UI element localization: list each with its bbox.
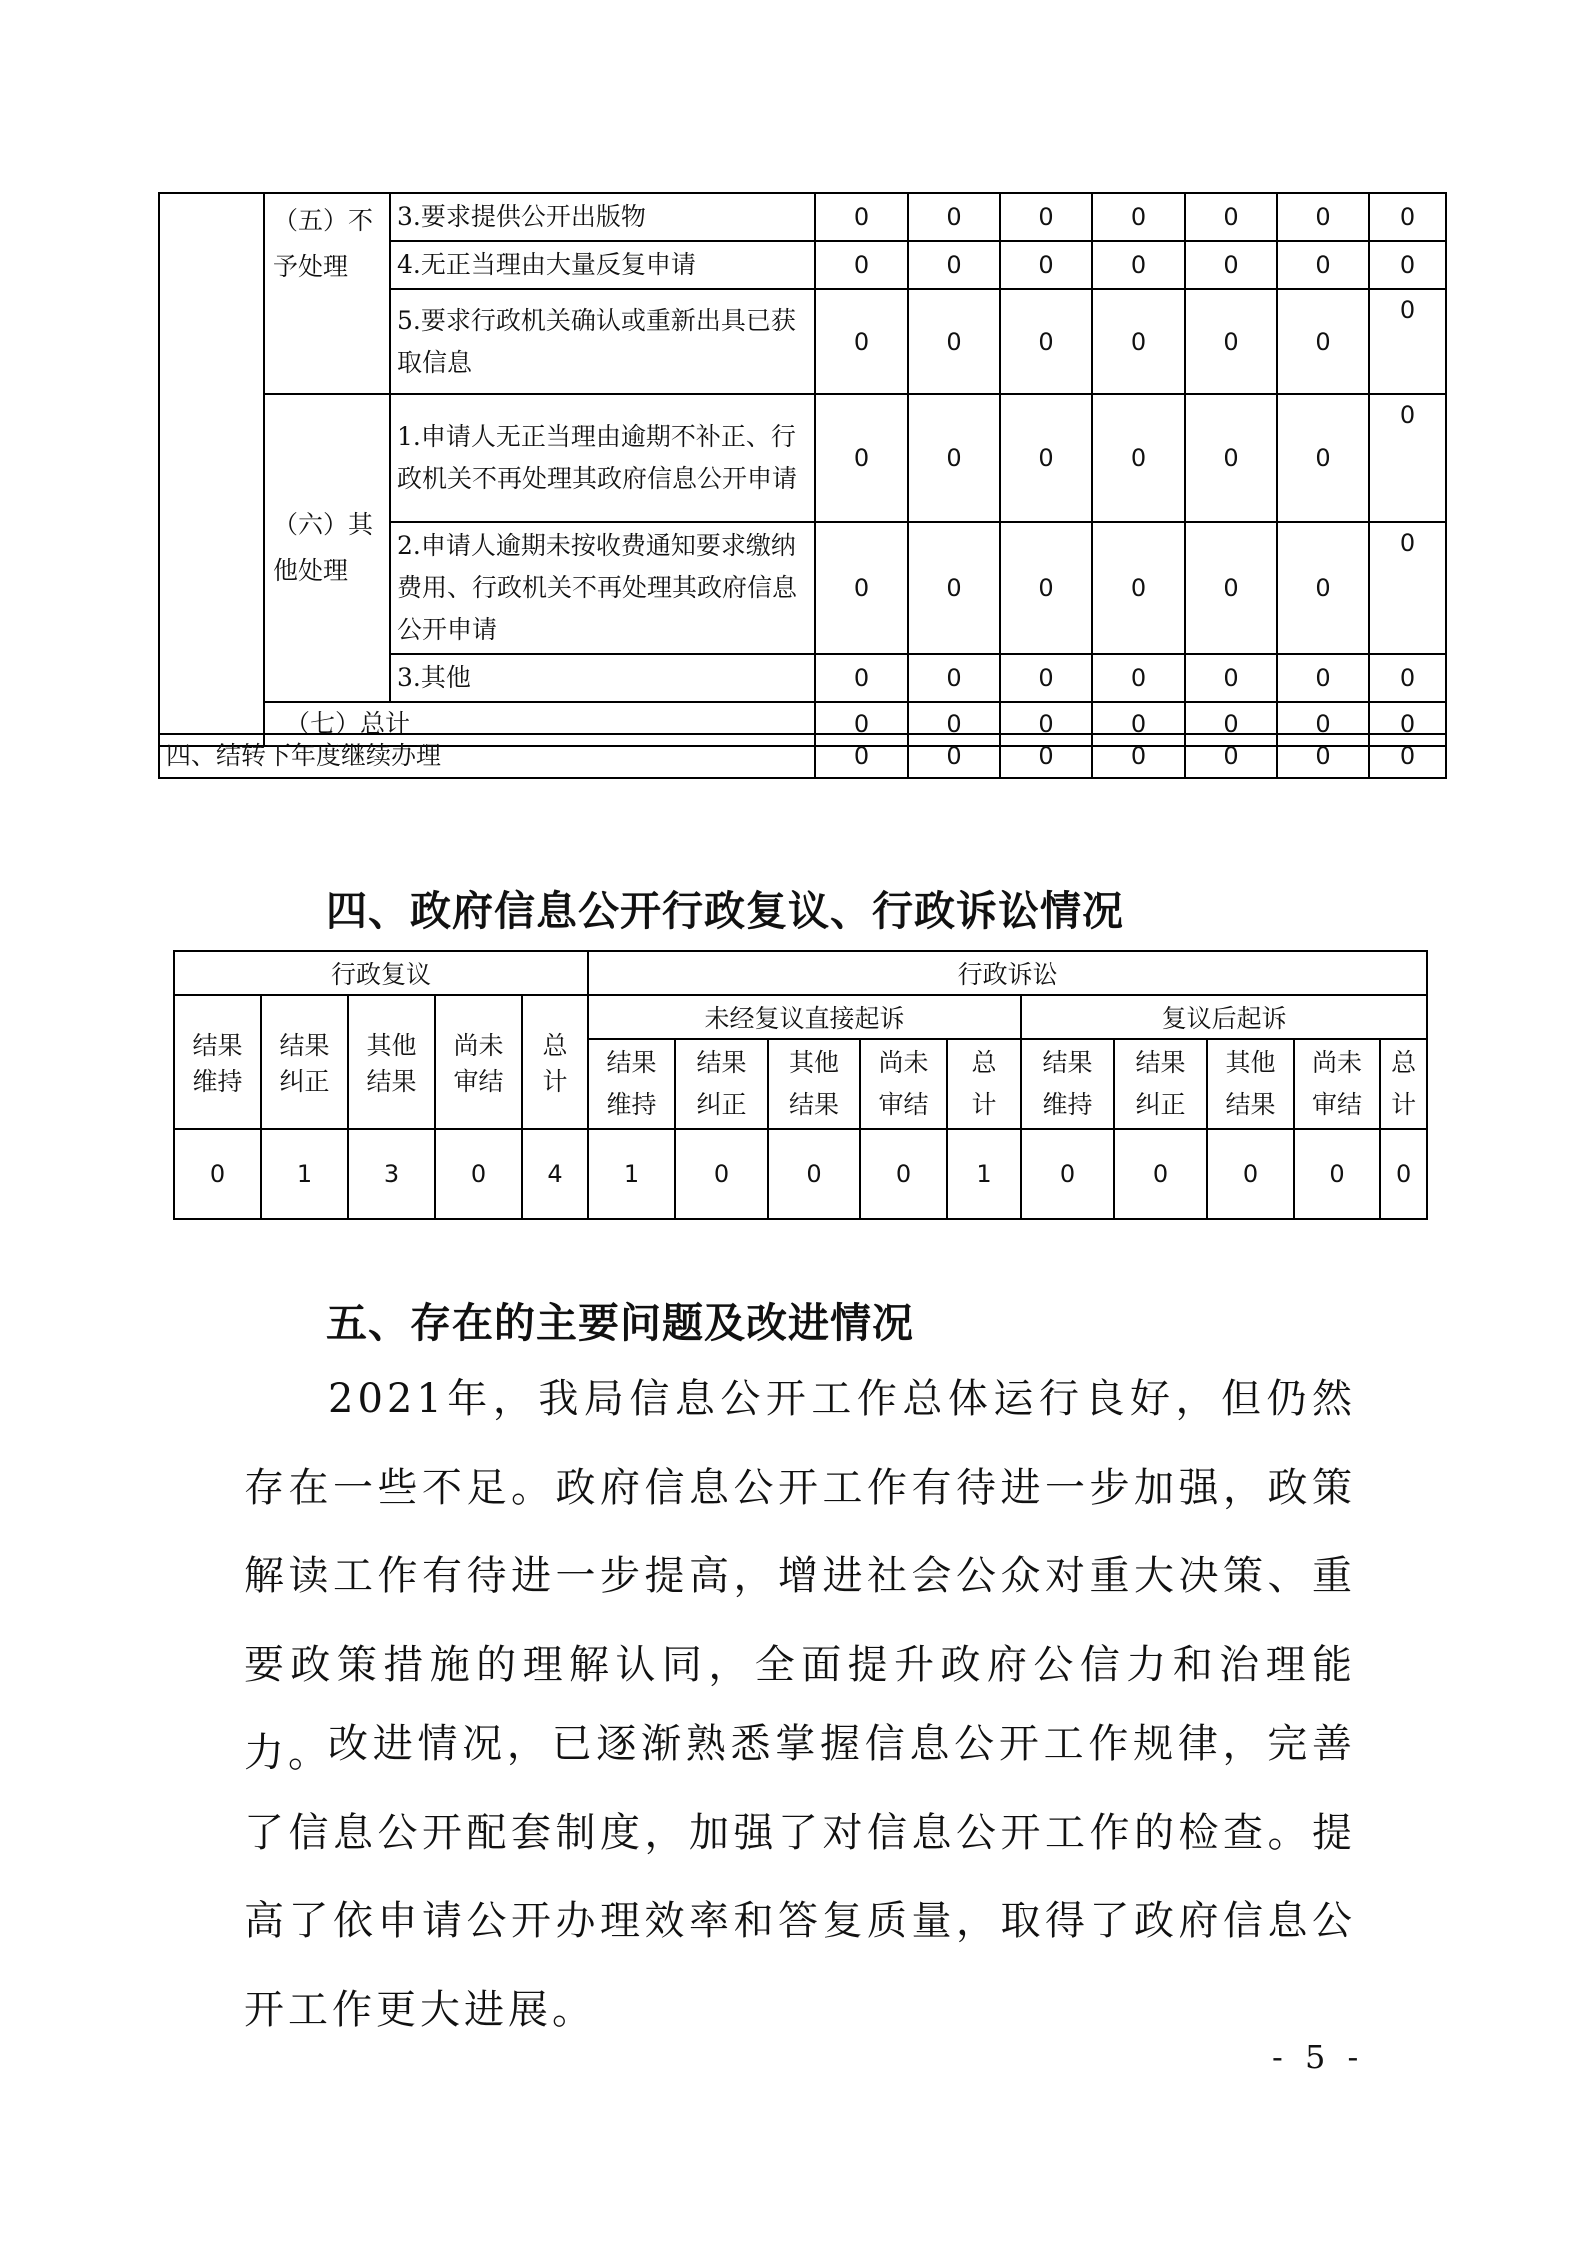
cell-value: 0 xyxy=(1092,654,1185,702)
table-row xyxy=(159,394,1446,522)
table-row xyxy=(159,734,1446,778)
cell-value: 0 xyxy=(1369,289,1446,394)
column-header: 结果 纠正 xyxy=(675,1039,768,1129)
cell-value: 0 xyxy=(1207,1129,1294,1219)
cell-value: 0 xyxy=(1185,241,1277,289)
cell-value: 0 xyxy=(1114,1129,1207,1219)
cell-value: 1 xyxy=(947,1129,1021,1219)
carryover-table-row xyxy=(158,733,1447,779)
group-label-other-processing: （六）其他处理 xyxy=(264,394,390,702)
cell-value: 0 xyxy=(1185,289,1277,394)
cell-value: 0 xyxy=(174,1129,261,1219)
cell-value: 1 xyxy=(261,1129,348,1219)
cell-value: 0 xyxy=(815,734,908,778)
cell-value: 1 xyxy=(588,1129,675,1219)
cell-value: 0 xyxy=(1000,394,1092,522)
cell-value: 0 xyxy=(675,1129,768,1219)
cell-value: 0 xyxy=(908,289,1000,394)
cell-value: 0 xyxy=(1369,702,1446,746)
outer-category-cell xyxy=(159,193,264,746)
group-label-not-processed: （五）不予处理 xyxy=(264,193,390,394)
row-item: 3.其他 xyxy=(390,654,815,702)
page-number: - 5 - xyxy=(1272,2038,1365,2076)
review-header: 行政复议 xyxy=(174,951,588,995)
column-header: 其他 结果 xyxy=(768,1039,860,1129)
cell-value: 0 xyxy=(815,193,908,241)
cell-value: 0 xyxy=(1369,193,1446,241)
cell-value: 0 xyxy=(1092,522,1185,654)
cell-value: 0 xyxy=(1277,522,1369,654)
cell-value: 0 xyxy=(908,241,1000,289)
cell-value: 0 xyxy=(1185,654,1277,702)
application-handling-table-continued xyxy=(158,192,1447,747)
cell-value: 0 xyxy=(1369,241,1446,289)
cell-value: 0 xyxy=(1185,522,1277,654)
cell-value: 0 xyxy=(1000,193,1092,241)
cell-value: 0 xyxy=(1277,193,1369,241)
cell-value: 0 xyxy=(1000,522,1092,654)
cell-value: 0 xyxy=(1369,394,1446,522)
cell-value: 0 xyxy=(1277,734,1369,778)
table-row xyxy=(159,193,1446,241)
cell-value: 0 xyxy=(1369,522,1446,654)
cell-value: 0 xyxy=(1000,734,1092,778)
table-row xyxy=(174,995,1427,1039)
cell-value: 0 xyxy=(908,702,1000,746)
cell-value: 0 xyxy=(1000,654,1092,702)
cell-value: 0 xyxy=(1092,193,1185,241)
cell-value: 0 xyxy=(1000,241,1092,289)
cell-value: 0 xyxy=(815,702,908,746)
cell-value: 0 xyxy=(908,394,1000,522)
cell-value: 0 xyxy=(1369,654,1446,702)
cell-value: 0 xyxy=(1092,394,1185,522)
cell-value: 0 xyxy=(1185,193,1277,241)
column-header: 尚未 审结 xyxy=(1294,1039,1380,1129)
cell-value: 0 xyxy=(908,734,1000,778)
section-4-title: 四、政府信息公开行政复议、行政诉讼情况 xyxy=(326,887,1124,935)
cell-value: 0 xyxy=(1277,654,1369,702)
after-review-header: 复议后起诉 xyxy=(1021,995,1427,1039)
row-item: 2.申请人逾期未按收费通知要求缴纳费用、行政机关不再处理其政府信息公开申请 xyxy=(390,522,815,654)
cell-value: 0 xyxy=(1277,702,1369,746)
cell-value: 0 xyxy=(768,1129,860,1219)
cell-value: 0 xyxy=(908,654,1000,702)
column-header: 其他 结果 xyxy=(1207,1039,1294,1129)
cell-value: 0 xyxy=(1092,241,1185,289)
cell-value: 0 xyxy=(908,522,1000,654)
cell-value: 3 xyxy=(348,1129,435,1219)
column-header: 总 计 xyxy=(1380,1039,1427,1129)
cell-value: 0 xyxy=(815,394,908,522)
column-header: 结果 维持 xyxy=(1021,1039,1114,1129)
column-header: 结果 维持 xyxy=(588,1039,675,1129)
cell-value: 0 xyxy=(1294,1129,1380,1219)
cell-value: 0 xyxy=(908,193,1000,241)
row-item: 3.要求提供公开出版物 xyxy=(390,193,815,241)
section-5-title: 五、存在的主要问题及改进情况 xyxy=(326,1299,914,1347)
cell-value: 0 xyxy=(1185,394,1277,522)
cell-value: 0 xyxy=(1185,734,1277,778)
total-label: （七）总计 xyxy=(264,702,815,746)
row-item: 1.申请人无正当理由逾期不补正、行政机关不再处理其政府信息公开申请 xyxy=(390,394,815,522)
cell-value: 0 xyxy=(435,1129,522,1219)
column-header: 总 计 xyxy=(522,995,588,1129)
litigation-header: 行政诉讼 xyxy=(588,951,1427,995)
cell-value: 0 xyxy=(1277,394,1369,522)
cell-value: 0 xyxy=(1000,289,1092,394)
column-header: 其他 结果 xyxy=(348,995,435,1129)
column-header: 尚未 审结 xyxy=(435,995,522,1129)
cell-value: 0 xyxy=(860,1129,947,1219)
carryover-label: 四、结转下年度继续办理 xyxy=(159,734,815,778)
cell-value: 0 xyxy=(815,241,908,289)
column-header: 结果 纠正 xyxy=(261,995,348,1129)
column-header: 结果 维持 xyxy=(174,995,261,1129)
cell-value: 0 xyxy=(815,289,908,394)
cell-value: 0 xyxy=(1092,289,1185,394)
row-item: 4.无正当理由大量反复申请 xyxy=(390,241,815,289)
cell-value: 0 xyxy=(1092,702,1185,746)
column-header: 总 计 xyxy=(947,1039,1021,1129)
column-header: 尚未 审结 xyxy=(860,1039,947,1129)
direct-litigation-header: 未经复议直接起诉 xyxy=(588,995,1021,1039)
cell-value: 4 xyxy=(522,1129,588,1219)
cell-value: 0 xyxy=(1092,734,1185,778)
row-item: 5.要求行政机关确认或重新出具已获取信息 xyxy=(390,289,815,394)
cell-value: 0 xyxy=(1277,241,1369,289)
table-row xyxy=(174,1129,1427,1219)
cell-value: 0 xyxy=(1380,1129,1427,1219)
column-header: 结果 纠正 xyxy=(1114,1039,1207,1129)
table-row xyxy=(174,951,1427,995)
cell-value: 0 xyxy=(1277,289,1369,394)
review-litigation-table xyxy=(173,950,1428,1220)
cell-value: 0 xyxy=(1021,1129,1114,1219)
paragraph-problems: 2021年，我局信息公开工作总体运行良好，但仍然存在一些不足。政府信息公开工作有待进一步加强，政策解读工作有待进一步提高，增进社会公众对重大决策、重要政策措施的理解认同，全面提升政府公信力和治理能力。 xyxy=(244,1376,1356,1776)
cell-value: 0 xyxy=(815,654,908,702)
cell-value: 0 xyxy=(1185,702,1277,746)
cell-value: 0 xyxy=(1000,702,1092,746)
cell-value: 0 xyxy=(815,522,908,654)
paragraph-improvements: 改进情况，已逐渐熟悉掌握信息公开工作规律，完善了信息公开配套制度，加强了对信息公开工作的检查。提高了依申请公开办理效率和答复质量，取得了政府信息公开工作更大进展。 xyxy=(244,1721,1356,2033)
cell-value: 0 xyxy=(1369,734,1446,778)
